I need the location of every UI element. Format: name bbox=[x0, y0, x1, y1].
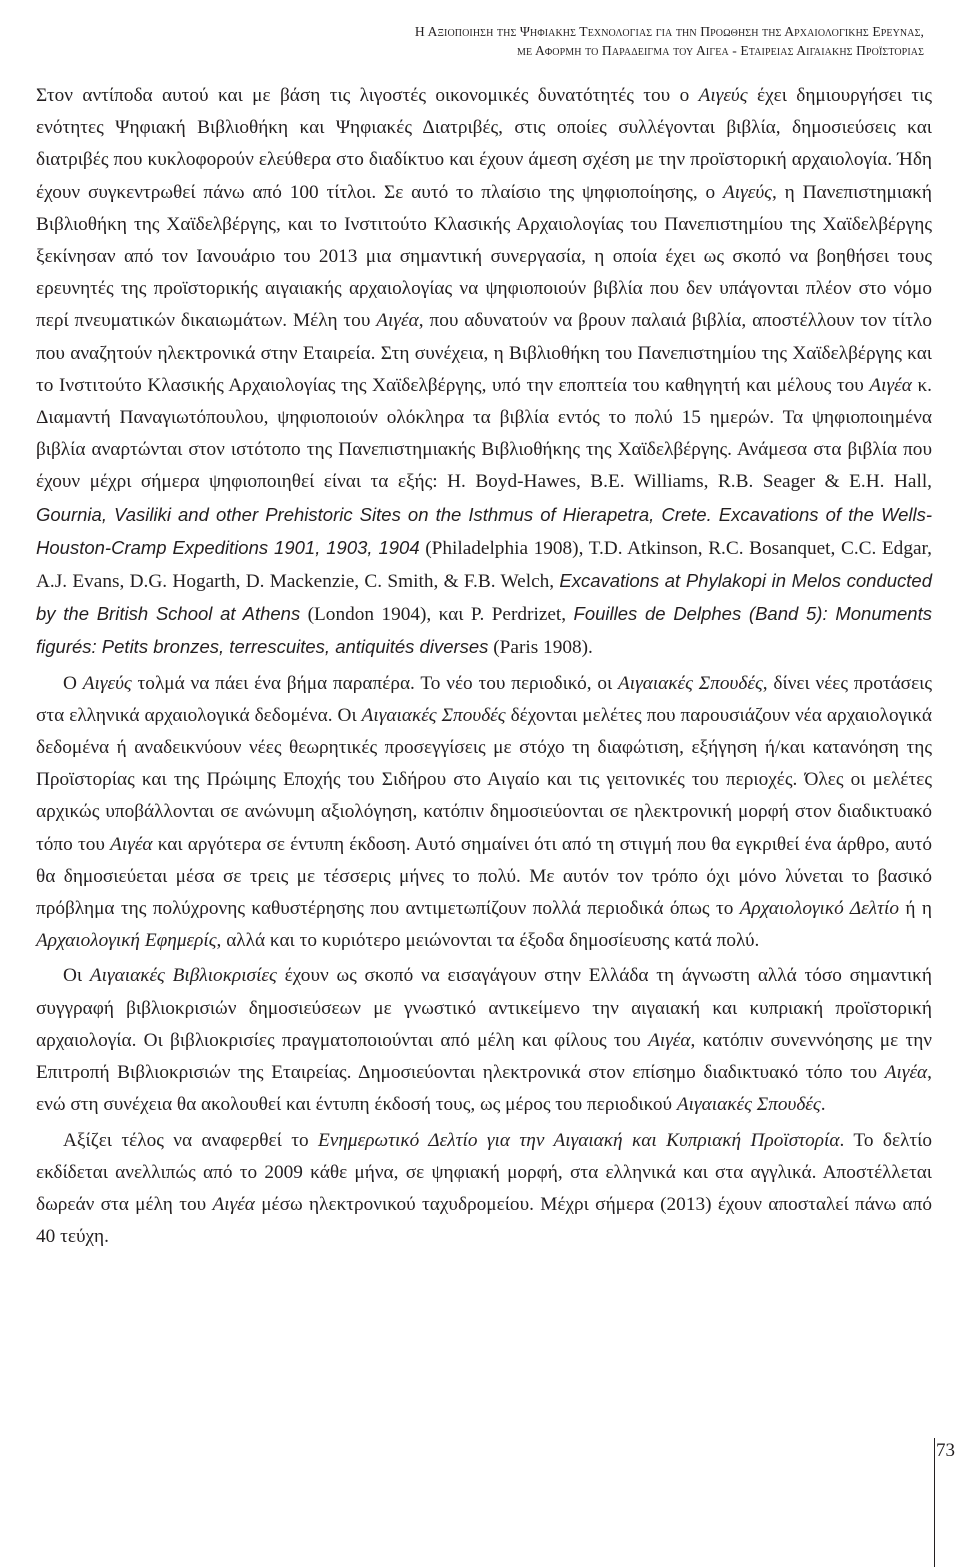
text-run: Στον αντίποδα αυτού και με βάση τις λιγοστές οικονομικές δυνατότητές του ο bbox=[36, 85, 699, 106]
text-run: (London 1904), και P. Perdrizet, bbox=[300, 604, 574, 626]
text-run: (Paris 1908). bbox=[488, 637, 593, 659]
text-run: ή η bbox=[899, 898, 932, 920]
text-run: , ενώ στη συνέχεια θα ακολουθεί και έντυπη έκδοσή τους, ως μέρος του περιοδικού bbox=[36, 1062, 932, 1116]
emphasis-text: Αιγέα bbox=[648, 1029, 691, 1051]
text-run: . Το δελτίο εκδίδεται ανελλιπώς από το 2009 κάθε μήνα, σε ψηφιακή μορφή, στα ελληνικά και στα αγγλικά. Αποστέλλεται δωρεάν στα μέλη του bbox=[36, 1129, 932, 1215]
cited-title: Excavations at Phylakopi in Melos conducted by the British School at Athens bbox=[36, 570, 932, 625]
emphasis-text: Αιγαιακές Σπουδές bbox=[676, 1094, 821, 1116]
text-run: δέχονται μελέτες που παρουσιάζουν νέα αρχαιολογικά δεδομένα ή αναδεικνύουν νέες θεωρητικές προσεγγίσεις με στόχο τη διαφώτιση, εξήγηση ή/και κατανόηση της Προϊστορίας και της Πρώιμης Εποχής του Σιδήρου στο Αιγαίο και τις γειτονικές του περιοχές. Όλες οι μελέτες αρχικώς υποβάλλονται σε ανώνυμη αξιολόγηση, κατόπιν δημοσιεύονται σε ηλεκτρονική μορφή στον διαδικτυακό τόπο του bbox=[36, 704, 932, 855]
text-run: έχει δημιουργήσει τις ενότητες Ψηφιακή Βιβλιοθήκη και Ψηφιακές Διατριβές, στις οποίες συλλέγονται βιβλία, δημοσιεύσεις και διατριβές που κυκλοφορούν ελεύθερα στο διαδίκτυο και έχουν άμεση σχέση με την προϊστορική αρχαιολογία. Ήδη έχουν συγκεντρωθεί πάνω από 100 τίτλοι. Σε αυτό το πλαίσιο της ψηφιοποίησης, ο bbox=[36, 85, 932, 203]
emphasis-text: Αιγαιακές Σπουδές bbox=[617, 672, 763, 694]
paragraph-newsletter bbox=[36, 1125, 932, 1254]
paragraph-aegean-studies bbox=[36, 668, 932, 958]
emphasis-text: Αιγεύς bbox=[82, 672, 132, 694]
text-run: τολμά να πάει ένα βήμα παραπέρα. Το νέο του περιοδικό, οι bbox=[131, 672, 618, 694]
emphasis-text: Αρχαιολογική Εφημερίς bbox=[36, 930, 217, 952]
text-run: έχουν ως σκοπό να εισαγάγουν στην Ελλάδα τη άγνωστη αλλά τόσο σημαντική συγγραφή βιβλιοκρισιών δημοσιεύσεων με γνωστικό αντικείμενο την αιγαιακή και κυπριακή προϊστορική αρχαιολογία. Οι βιβλιοκρισίες πραγματοποιούνται από μέλη και φίλους του bbox=[36, 965, 932, 1051]
emphasis-text: Αιγέα bbox=[869, 374, 912, 396]
running-head bbox=[44, 22, 924, 60]
text-run: κ. Διαμαντή Παναγιωτόπουλου, ψηφιοποιούν ολόκληρα τα βιβλία εντός το πολύ 15 ημερών. Τα ψηφιοποιημένα βιβλία αναρτώνται στον ιστότοπο της Πανεπιστημιακής Βιβλιοθήκης της Χαϊδελβέργης. Ανάμεσα στα βιβλία που έχουν μέχρι σήμερα ψηφιοποιηθεί είναι τα εξής: H. Boyd-Hawes, B.E. Williams, R.B. Seager & E.H. Hall, bbox=[36, 374, 932, 493]
emphasis-text: Ενημερωτικό Δελτίο για την Αιγαιακή και Κυπριακή Προϊστορία bbox=[318, 1129, 840, 1151]
emphasis-text: Αιγαιακές Σπουδές bbox=[361, 704, 506, 726]
body-text bbox=[36, 80, 932, 1253]
running-head-line-2: με Αφορμη το Παραδειγμα του Αιγεα - Εταιρειας Αιγαιακης Προϊστοριας bbox=[517, 43, 924, 58]
paragraph-digital-library bbox=[36, 80, 932, 665]
page-number: 73 bbox=[936, 1440, 955, 1461]
text-run: , η Πανεπιστημιακή Βιβλιοθήκη της Χαϊδελβέργης, και το Ινστιτούτο Κλασικής Αρχαιολογίας του Πανεπιστημίου της Χαϊδελβέργης ξεκίνησαν από τον Ιανουάριο του 2013 μια σημαντική συνεργασία, η οποία έχει ως σκοπό να βοηθήσει τους ερευνητές της προϊστορικής αιγαιακής αρχαιολογίας να ψηφιοποιούν βιβλία που δεν υπάγονται πλέον στο νόμο περί πνευματικών δικαιωμάτων. Μέλη του bbox=[36, 181, 932, 332]
emphasis-text: Αιγεύς bbox=[698, 85, 748, 106]
text-run: (Philadelphia 1908), T.D. Atkinson, R.C. Bosanquet, C.C. Edgar, A.J. Evans, D.G. Hogarth, D. Mackenzie, C. Smith, & F.B. Welch, bbox=[36, 537, 932, 593]
emphasis-text: Αιγέα bbox=[212, 1193, 255, 1215]
text-run: , που αδυνατούν να βρουν παλαιά βιβλία, αποστέλλουν τον τίτλο που αναζητούν ηλεκτρονικά στην Εταιρεία. Στη συνέχεια, η Βιβλιοθήκη του Πανεπιστημίου της Χαϊδελβέργης και το Ινστιτούτο Κλασικής Αρχαιολογίας της Χαϊδελβέργης, υπό την εποπτεία του καθηγητή και μέλους του bbox=[36, 310, 932, 396]
text-run: Ο bbox=[63, 672, 83, 694]
text-run: και αργότερα σε έντυπη έκδοση. Αυτό σημαίνει ότι από τη στιγμή που θα εγκριθεί ένα άρθρο, αυτό θα δημοσιεύεται μέσα σε τρεις με τέσσερις μήνες το πολύ. Με αυτόν τον τρόπο όχι μόνο λύνεται το βασικό πρόβλημα της πολύχρονης καθυστέρησης που αντιμετωπίζουν πολλά περιοδικά όπως το bbox=[36, 833, 932, 920]
text-run: , δίνει νέες προτάσεις στα ελληνικά αρχαιολογικά δεδομένα. Οι bbox=[36, 672, 932, 726]
page-number-rule bbox=[934, 1438, 935, 1567]
emphasis-text: Αιγεύς bbox=[722, 181, 772, 203]
text-run: , κατόπιν συνεννόησης με την Επιτροπή Βιβλιοκρισιών της Εταιρείας. Δημοσιεύονται ηλεκτρονικά στον επίσημο διαδικτυακό τόπο του bbox=[36, 1029, 933, 1084]
cited-title: Fouilles de Delphes (Band 5): Monuments figurés: Petits bronzes, terrescuites, antiquités diverses bbox=[36, 603, 932, 658]
emphasis-text: Αιγέα bbox=[376, 310, 419, 332]
cited-title: Gournia, Vasiliki and other Prehistoric Sites on the Isthmus of Hierapetra, Crete. Excavations of the Wells-Houston-Cramp Expeditions 1901, 1903, 1904 bbox=[36, 503, 932, 558]
text-run: . bbox=[820, 1094, 826, 1116]
emphasis-text: Αρχαιολογικό Δελτίο bbox=[739, 898, 900, 920]
emphasis-text: Αιγέα bbox=[884, 1062, 928, 1084]
text-run: , αλλά και το κυριότερο μειώνονται τα έξοδα δημοσίευσης κατά πολύ. bbox=[216, 930, 760, 952]
paragraph-aegean-book-reviews bbox=[36, 960, 932, 1121]
emphasis-text: Αιγαιακές Βιβλιοκρισίες bbox=[89, 965, 277, 987]
text-run: μέσω ηλεκτρονικού ταχυδρομείου. Μέχρι σήμερα (2013) έχουν αποσταλεί πάνω από 40 τεύχη. bbox=[36, 1193, 932, 1248]
running-head-line-1: Η Αξιοποιηση της Ψηφιακης Τεχνολογιας για την Προωθηση της Αρχαιολογικης Ερευνας, bbox=[414, 24, 924, 39]
emphasis-text: Αιγέα bbox=[110, 833, 153, 855]
text-run: Αξίζει τέλος να αναφερθεί το bbox=[63, 1129, 319, 1151]
text-run: Οι bbox=[63, 965, 90, 987]
